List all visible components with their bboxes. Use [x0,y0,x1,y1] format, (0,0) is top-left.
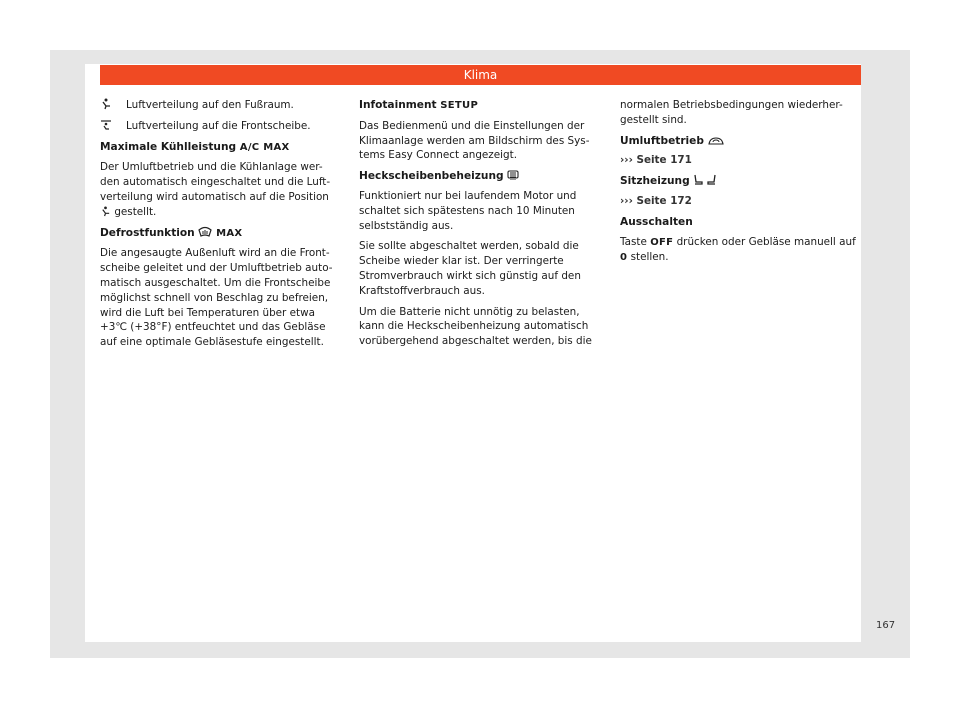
recirculation-heading: Umluftbetrieb [620,134,860,149]
maxcool-heading: Maximale Kühlleistung A/C MAX [100,140,340,156]
seat-heating-link[interactable]: ››› Seite 172 [620,194,692,207]
infotainment-heading: Infotainment SETUP [359,98,604,114]
seat-heating-heading: Sitzheizung [620,174,860,189]
off-text: Taste OFF drücken oder Gebläse manuell auf 0 stellen. [620,235,860,267]
column-1 [100,98,340,356]
max-badge: MAX [216,227,243,239]
list-item-foot [100,98,340,113]
list-item-label: Luftverteilung auf den Fußraum. [126,99,294,111]
rear-window-heading: Heckscheibenbeheizung [359,169,604,184]
column-2 [359,98,604,355]
ac-max-badge: A/C MAX [239,141,290,153]
recirculation-link[interactable]: ››› Seite 171 [620,154,692,167]
defrost-icon [198,227,212,239]
list-item-windshield [100,119,340,134]
seat-heating-left-icon [693,175,703,187]
airflow-position-icon [100,206,111,218]
rear-window-text-2: Sie sollte abgeschaltet werden, sobald die Scheibe wieder klar ist. Der verringerte Stromverbrauch wirkt sich günstig auf den Kraftstoffverbrauch aus. [359,240,581,297]
defrost-text: Die angesaugte Außenluft wird an die Front-scheibe geleitet und der Umluftbetrieb auto-matisch ausgeschaltet. Um die Frontscheibe möglichst schnell von Beschlag zu befreien, wird die Luft bei Temperaturen über etwa +3℃ (+38°F) entfeuchtet und das Gebläse auf eine optimale Gebläsestufe eingestellt. [100,247,333,349]
page-number: 167 [876,620,896,631]
list-item-label: Luftverteilung auf die Frontscheibe. [126,119,311,132]
rear-window-text-1: Funktioniert nur bei laufendem Motor und schaltet sich spätestens nach 10 Minuten selbstständig aus. [359,189,577,232]
maxcool-text: Der Umluftbetrieb und die Kühlanlage wer-den automatisch eingeschaltet und die Luft-verteilung wird automatisch auf die Position gestellt. [100,161,331,218]
off-heading: Ausschalten [620,215,693,228]
setup-badge: SETUP [440,100,479,111]
zero-badge: 0 [620,252,628,264]
windshield-air-icon [100,119,126,134]
defrost-heading: Defrostfunktion MAX [100,226,340,242]
seat-heating-right-icon [707,175,717,187]
off-badge: OFF [650,236,674,248]
recirculation-icon [708,135,724,147]
continued-text: normalen Betriebsbedingungen wiederher-gestellt sind. [620,99,843,126]
section-header: Klima [100,65,861,85]
infotainment-text: Das Bedienmenü und die Einstellungen der Klimaanlage werden am Bildschirm des Sys-tems Easy Connect angezeigt. [359,119,590,162]
rear-window-heater-icon [507,170,519,182]
column-3 [620,98,860,272]
rear-window-text-3: Um die Batterie nicht unnötig zu belasten, kann die Heckscheibenheizung automatisch vorübergehend abgeschaltet werden, bis die [359,305,592,348]
footwell-air-icon [100,98,126,113]
